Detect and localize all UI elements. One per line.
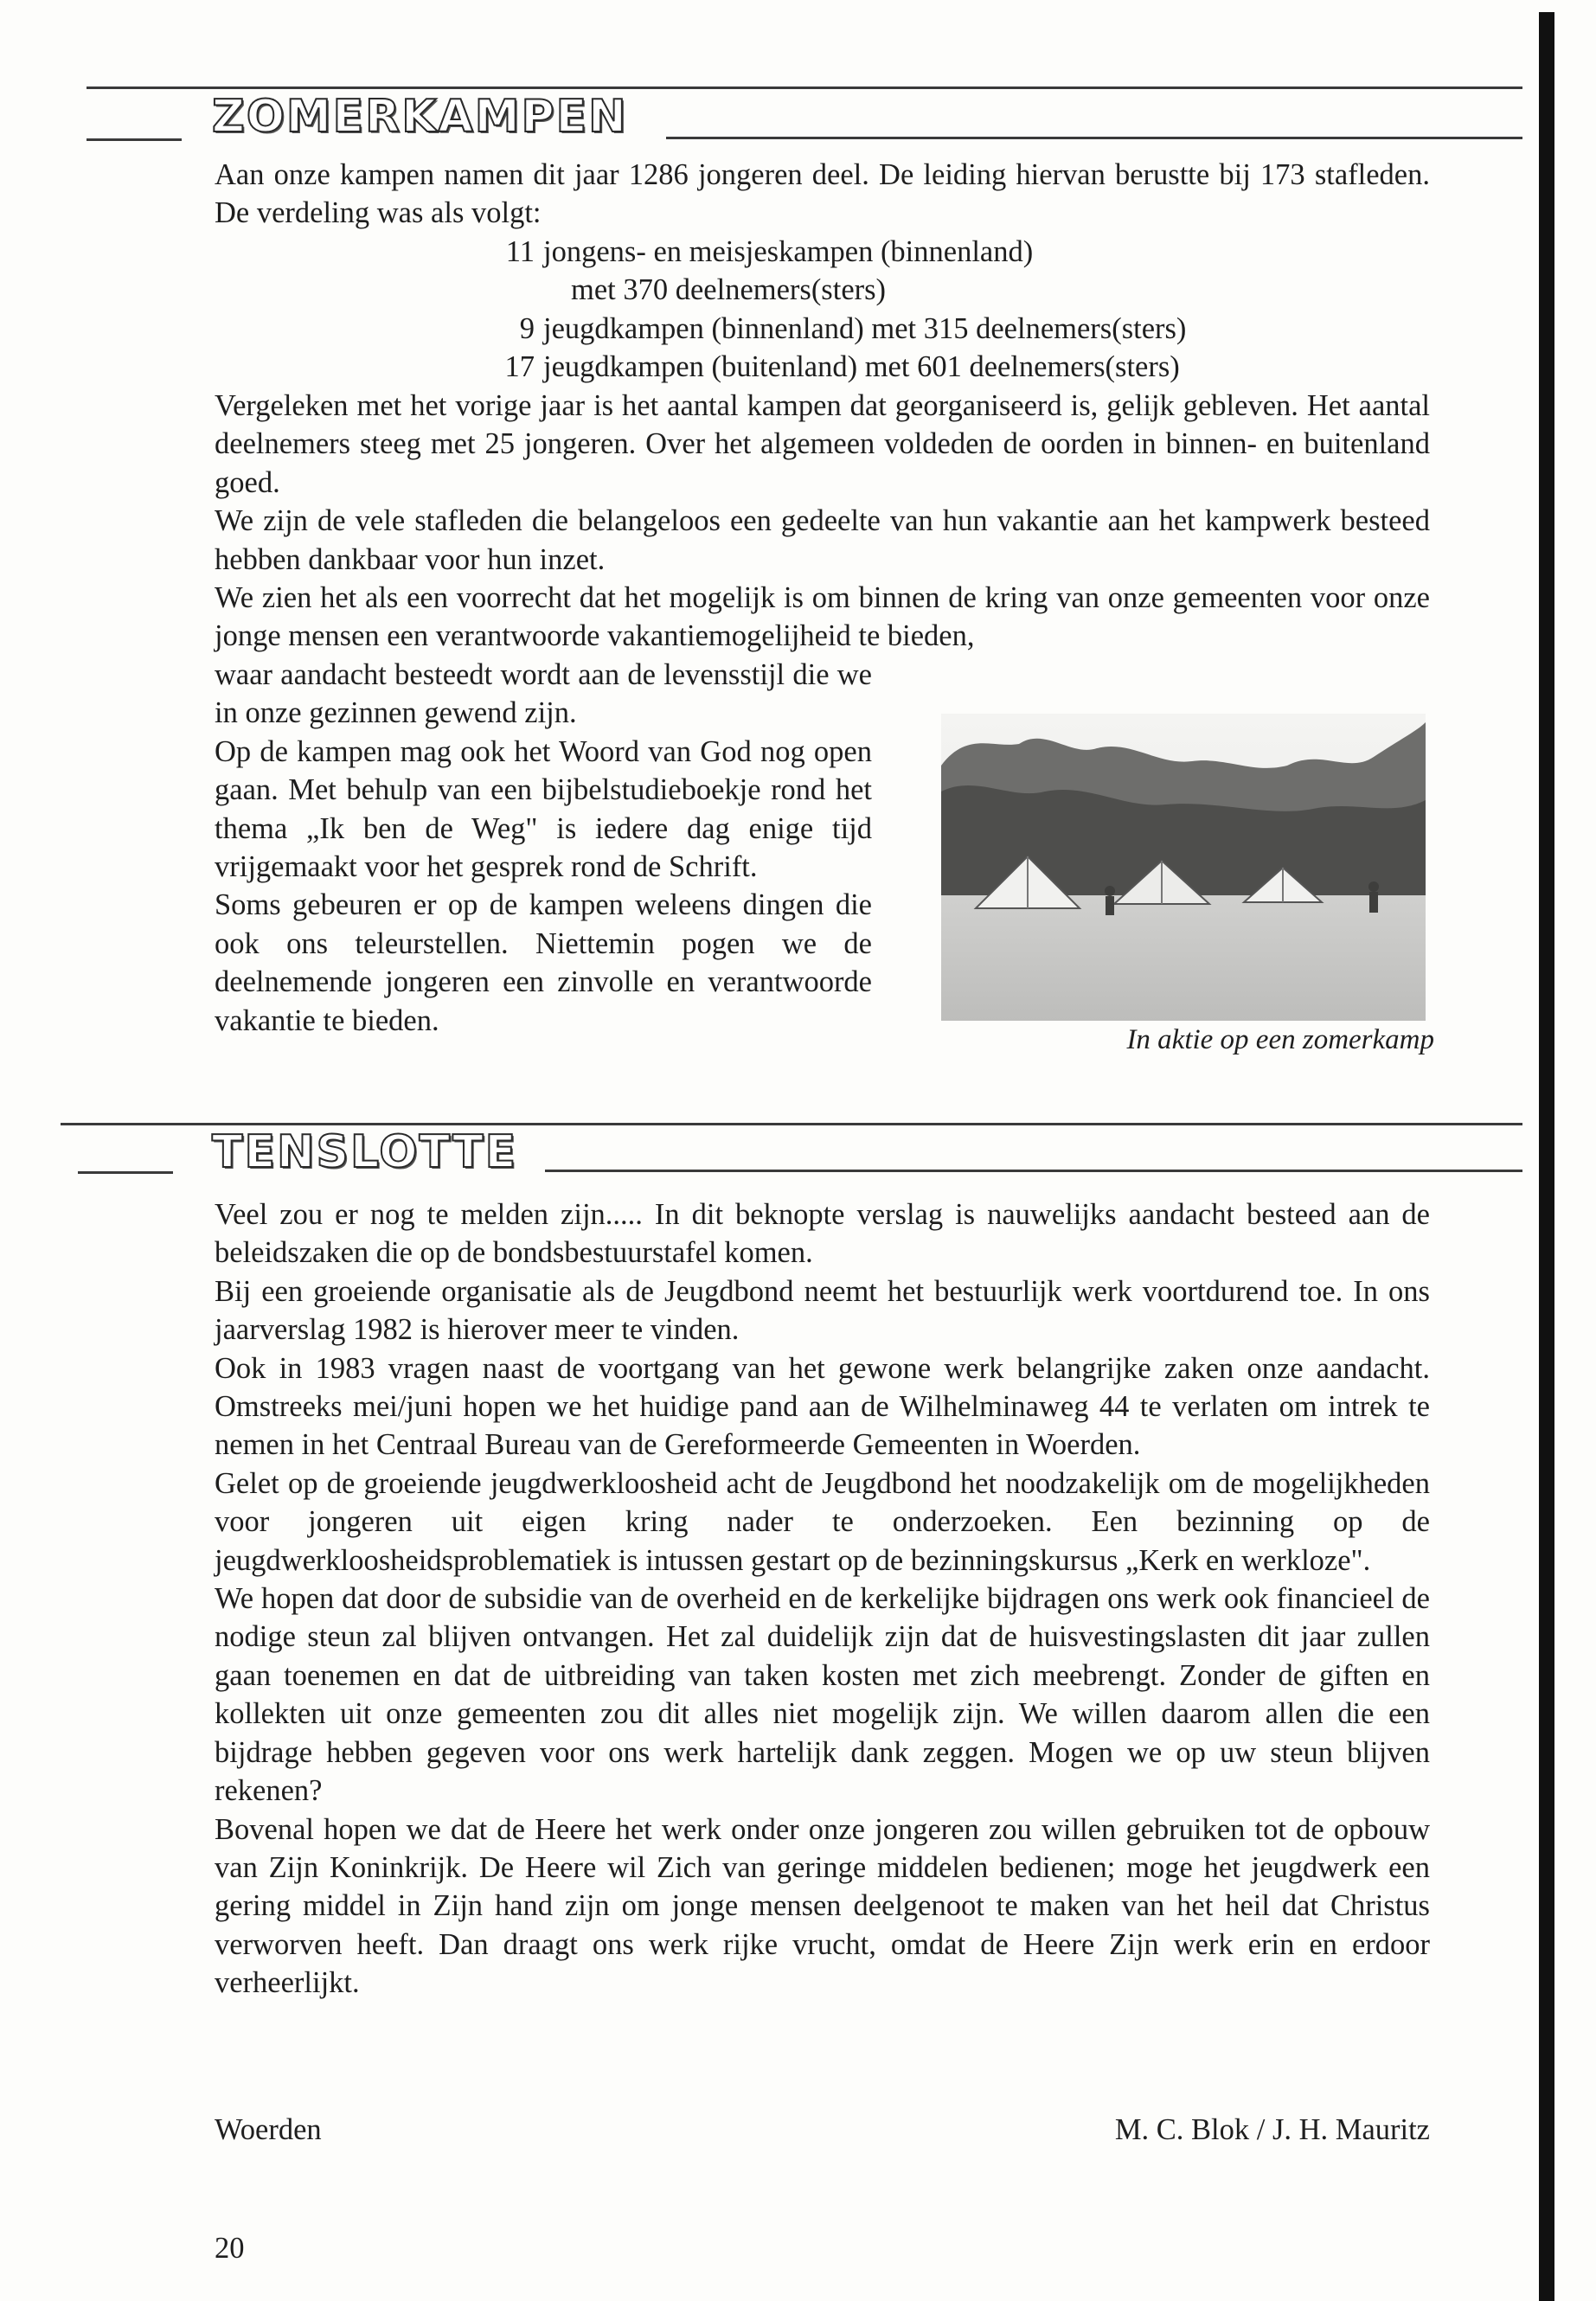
paragraph: Ook in 1983 vragen naast de voortgang van het gewone werk belangrijke zaken onze aandacht. Omstreeks mei/juni hopen we het huidige pand aan de Wilhelminaweg 44 te verlaten om intrek te nemen in het Centraal Bureau van de Gereformeerde Gemeenten in Woerden. [215, 1351, 1430, 1462]
list-item [215, 271, 1430, 309]
paragraph: Gelet op de groeiende jeugdwerkloosheid acht de Jeugdbond het noodzakelijk om de mogelijkheden voor jongeren uit eigen kring nader te onderzoeken. Een bezinning op de jeugdwerkloosheidsproblematiek is intussen gestart op de bezinningskursus „Kerk en werkloze". [215, 1466, 1430, 1577]
photo-field [941, 895, 1426, 1021]
paragraph: We zijn de vele stafleden die belangeloos een gedeelte van hun vakantie aan het kampwerk besteed hebben dankbaar voor hun inzet. [215, 504, 1430, 576]
paragraph: Bovenal hopen we dat de Heere het werk onder onze jongeren zou willen gebruiken tot de opbouw van Zijn Koninkrijk. De Heere wil Zich van geringe middelen bedienen; moge het jeugdwerk een gering middel in Zijn hand zijn om jonge mensen deelgenoot te maken van het heil dat Christus verworven heeft. Dan draagt ons werk rijke vrucht, omdat de Heere Zijn werk erin en erdoor verheerlijkt. [215, 1812, 1430, 2000]
paragraph: Veel zou er nog te melden zijn..... In dit beknopte verslag is nauwelijks aandacht besteed aan de beleidszaken die op de bondsbestuurstafel komen. [215, 1198, 1430, 1270]
section-title-zomerkampen: ZOMERKAMPEN [212, 91, 628, 143]
paragraph: waar aandacht besteedt wordt aan de levensstijl die we in onze gezinnen gewend zijn. [215, 658, 872, 730]
zomerkampen-narrow-column [215, 656, 872, 1040]
paragraph: We hopen dat door de subsidie van de overheid en de kerkelijke bijdragen ons werk ook financieel de nodige steun zal blijven ontvangen. Het zal duidelijk zijn dat de huisvestingslasten dit jaar zullen gaan toenemen en dat de uitbreiding van taken kosten met zich meebrengt. Zonder de giften en kollekten uit onze gemeenten zou dit alles niet mogelijk zijn. We willen daarom allen die een bijdrage hebben gegeven voor ons werk hartelijk dank zeggen. Mogen we op uw steun blijven rekenen? [215, 1582, 1430, 1808]
camp-photo [941, 714, 1426, 1021]
list-item-text: met 370 deelnemers(sters) [571, 273, 887, 307]
paragraph: Bij een groeiende organisatie als de Jeugdbond neemt het bestuurlijk werk voortdurend toe. In ons jaarverslag 1982 is hierover meer te vinden. [215, 1274, 1430, 1347]
section-title-tenslotte: TENSLOTTE [212, 1126, 518, 1178]
list-item-text: jeugdkampen (binnenland) met 315 deelnemers(sters) [543, 311, 1187, 345]
header-rule-left [87, 138, 182, 141]
paragraph: Vergeleken met het vorige jaar is het aantal kampen dat georganiseerd is, gelijk gebleven. Het aantal deelnemers steeg met 25 jongeren. Over het algemeen voldeden de oorden in binnen- en buitenland goed. [215, 389, 1430, 499]
list-item-number: 11 [505, 235, 535, 268]
list-item [215, 348, 1430, 386]
person-body [1106, 896, 1114, 915]
paragraph: Op de kampen mag ook het Woord van God nog open gaan. Met behulp van een bijbelstudieboekje rond het thema „Ik ben de Weg" is iedere dag enige tijd vrijgemaakt voor het gesprek rond de Schrift. [215, 734, 872, 884]
list-item [215, 233, 1430, 271]
header-rule-right [545, 1170, 1522, 1172]
kampen-list [215, 233, 1430, 387]
list-item [215, 310, 1430, 348]
list-item-number: 9 [519, 311, 535, 345]
person-icon [1368, 881, 1379, 892]
page-number: 20 [215, 2232, 245, 2265]
paragraph: Soms gebeuren er op de kampen weleens dingen die ook ons teleurstellen. Niettemin pogen we de deelnemende jongeren een zinvolle en verantwoorde vakantie te bieden. [215, 888, 872, 1037]
zomerkampen-intro [215, 156, 1430, 233]
page-edge-bar [1539, 12, 1554, 2301]
header-rule-top [87, 87, 1522, 89]
zomerkampen-body [215, 387, 1430, 656]
photo-caption: In aktie op een zomerkamp [1126, 1024, 1434, 1055]
person-body [1369, 892, 1378, 913]
header-rule-right [666, 137, 1522, 139]
header-rule-top [61, 1123, 1522, 1125]
paragraph: We zien het als een voorrecht dat het mogelijk is om binnen de kring van onze gemeenten voor onze jonge mensen een verantwoorde vakantiemogelijheid te bieden, [215, 581, 1430, 653]
intro-paragraph: Aan onze kampen namen dit jaar 1286 jongeren deel. De leiding hiervan berustte bij 173 stafleden. De verdeling was als volgt: [215, 158, 1430, 230]
list-item-number: 17 [504, 350, 535, 384]
place: Woerden [215, 2113, 322, 2146]
signatories: M. C. Blok / J. H. Mauritz [1114, 2113, 1430, 2146]
header-rule-left [78, 1171, 173, 1174]
list-item-text: jeugdkampen (buitenland) met 601 deelnemers(sters) [543, 350, 1180, 384]
person-icon [1105, 886, 1115, 896]
list-item-text: jongens- en meisjeskampen (binnenland) [543, 235, 1034, 268]
tenslotte-body [215, 1195, 1430, 2003]
